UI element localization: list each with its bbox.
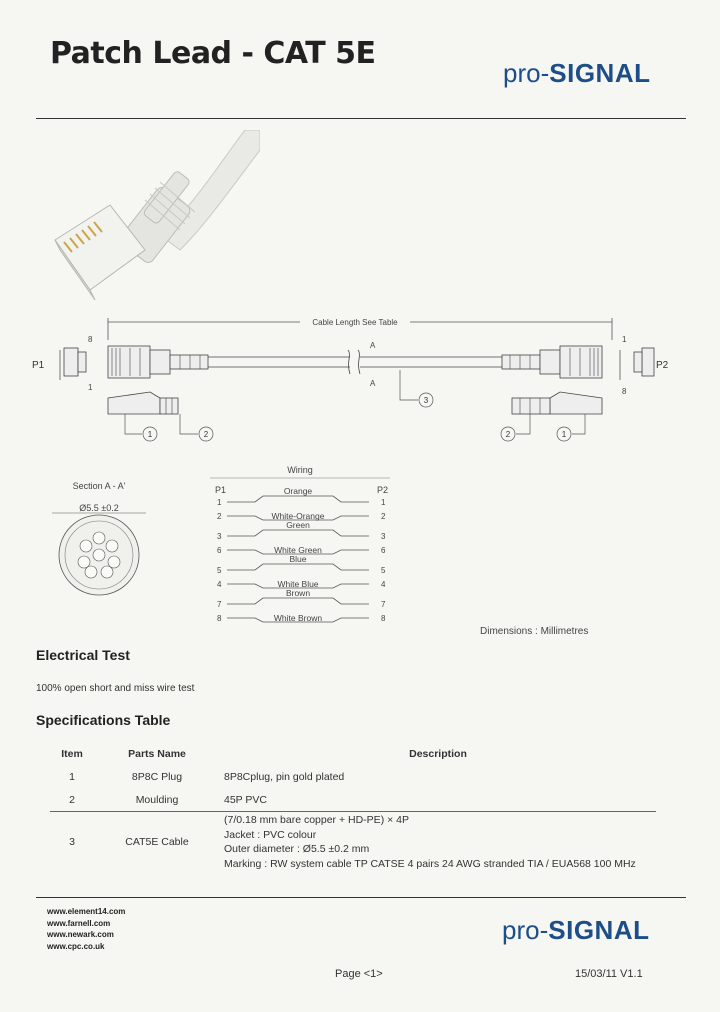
wire-line <box>227 564 369 570</box>
wire-right-pin: 2 <box>381 512 386 521</box>
brand-signal: SIGNAL <box>549 58 651 88</box>
date-version: 15/03/11 V1.1 <box>575 968 643 980</box>
desc-line: Outer diameter : Ø5.5 ±0.2 mm <box>224 843 370 855</box>
link-cpc[interactable]: www.cpc.co.uk <box>47 941 105 951</box>
wire-left-pin: 4 <box>217 580 222 589</box>
wire-line <box>227 530 369 536</box>
wire-color-label: White-Orange <box>271 511 325 521</box>
footer-divider <box>36 897 686 898</box>
p2-label: P2 <box>656 360 669 371</box>
wire-right-pin: 4 <box>381 580 386 589</box>
cell-desc <box>220 812 656 873</box>
cell-part: CAT5E Cable <box>125 836 189 848</box>
header-divider <box>36 118 686 119</box>
wiring-p2: P2 <box>377 485 389 495</box>
p1-pin-1: 1 <box>88 383 93 392</box>
desc-line: Marking : RW system cable TP CATSE 4 pairs 24 AWG stranded TIA / EUA568 100 MHz <box>224 857 636 870</box>
cell-item: 1 <box>69 771 75 783</box>
col-description: Description <box>409 748 467 760</box>
wire-right-pin: 3 <box>381 532 386 541</box>
cell-item: 2 <box>50 789 94 812</box>
link-newark[interactable]: www.newark.com <box>47 930 114 939</box>
p1-label: P1 <box>32 360 45 371</box>
cable-length-label: Cable Length See Table <box>312 318 398 327</box>
cell-part: Moulding <box>94 789 220 812</box>
callout-1-left: 1 <box>147 430 153 439</box>
electrical-test-heading: Electrical Test <box>36 647 130 663</box>
cell-desc: 8P8Cplug, pin gold plated <box>224 771 345 783</box>
desc-line: Jacket : PVC colour <box>224 828 317 841</box>
wire-color-label: White Blue <box>277 579 319 589</box>
wire-left-pin: 2 <box>217 512 222 521</box>
brand-pro: pro- <box>503 58 550 88</box>
wire-right-pin: 8 <box>381 614 386 623</box>
wire-color-label: White Green <box>274 545 322 555</box>
callout-1-right: 1 <box>561 430 567 439</box>
cell-part: 8P8C Plug <box>131 771 183 783</box>
page-title: Patch Lead - CAT 5E <box>50 36 376 71</box>
wire-left-pin: 3 <box>217 532 222 541</box>
wire-left-pin: 8 <box>217 614 222 623</box>
wire-color-label: Blue <box>289 554 307 564</box>
callout-2-right: 2 <box>505 430 511 439</box>
wire-left-pin: 1 <box>217 498 222 507</box>
brand-logo-footer <box>502 915 649 946</box>
dimensions-note: Dimensions : Millimetres <box>480 626 589 637</box>
cell-desc: 45P PVC <box>220 789 656 812</box>
wire-left-pin: 6 <box>217 546 222 555</box>
spec-table <box>50 743 656 872</box>
table-row <box>50 812 656 873</box>
spec-header-row <box>50 743 656 765</box>
wire-right-pin: 7 <box>381 600 386 609</box>
wire-color-label: Orange <box>283 486 313 496</box>
callout-2-left: 2 <box>203 430 209 439</box>
col-parts-name: Parts Name <box>128 748 186 760</box>
section-mark-a-top: A <box>370 341 376 350</box>
wire-right-pin: 1 <box>381 498 386 507</box>
wire-left-pin: 7 <box>217 600 222 609</box>
callout-3: 3 <box>423 396 429 405</box>
wire-color-label: White Brown <box>273 613 323 623</box>
cable-photo <box>40 130 260 310</box>
p2-pin-8: 8 <box>622 387 627 396</box>
brand-pro: pro- <box>502 915 549 945</box>
link-farnell[interactable]: www.farnell.com <box>47 918 111 928</box>
cell-item: 3 <box>69 836 75 848</box>
cable-diagram <box>30 310 670 460</box>
page-number: Page <1> <box>335 968 383 980</box>
wiring-p1: P1 <box>215 485 227 495</box>
cable-section-diagram <box>44 478 154 598</box>
brand-logo <box>503 58 650 89</box>
col-item: Item <box>61 748 83 760</box>
p2-pin-1: 1 <box>622 335 627 344</box>
wiring-title: Wiring <box>287 465 313 475</box>
wire-right-pin: 5 <box>381 566 386 575</box>
wire-color-label: Brown <box>285 588 311 598</box>
wire-line <box>227 496 369 502</box>
desc-line: (7/0.18 mm bare copper + HD-PE) × 4P <box>224 814 409 826</box>
brand-signal: SIGNAL <box>548 915 650 945</box>
wire-color-label: Green <box>286 520 310 530</box>
wire-line <box>227 598 369 604</box>
footer-links <box>47 906 125 952</box>
electrical-test-text: 100% open short and miss wire test <box>36 683 195 694</box>
table-row <box>50 789 656 812</box>
spec-heading: Specifications Table <box>36 712 171 728</box>
p1-pin-8: 8 <box>88 335 93 344</box>
wire-right-pin: 6 <box>381 546 386 555</box>
section-mark-a-bottom: A <box>370 379 376 388</box>
link-element14[interactable]: www.element14.com <box>47 907 126 916</box>
wiring-diagram <box>205 462 405 632</box>
section-diameter: Ø5.5 ±0.2 <box>79 503 119 513</box>
section-title: Section A - A' <box>72 481 126 491</box>
wire-left-pin: 5 <box>217 566 222 575</box>
table-row <box>50 765 656 789</box>
